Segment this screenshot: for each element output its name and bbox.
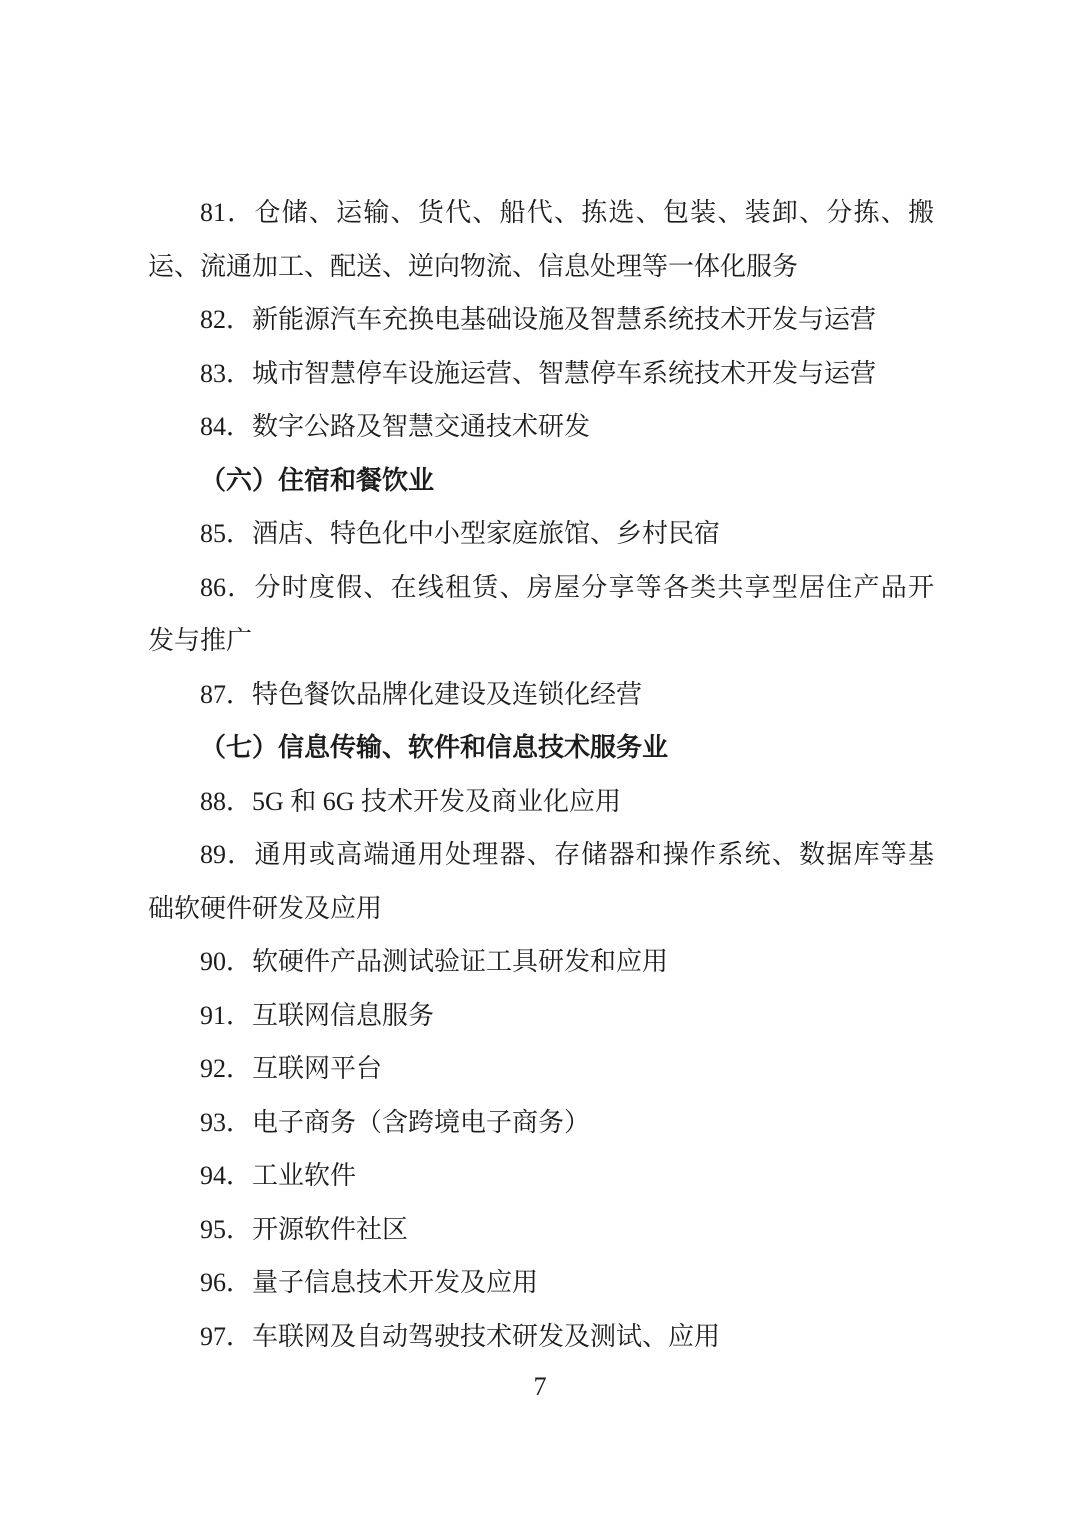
document-line: 90．软硬件产品测试验证工具研发和应用 (200, 947, 669, 976)
document-line: 94．工业软件 (200, 1161, 357, 1190)
document-line: 84．数字公路及智慧交通技术研发 (200, 412, 591, 441)
document-body (148, 186, 934, 1363)
document-line: 81．仓储、运输、货代、船代、拣选、包装、装卸、分拣、搬 (200, 198, 934, 227)
document-line: 85．酒店、特色化中小型家庭旅馆、乡村民宿 (200, 519, 721, 548)
document-line: 发与推广 (148, 626, 253, 655)
document-line: 97．车联网及自动驾驶技术研发及测试、应用 (200, 1321, 721, 1351)
document-line: 92．互联网平台 (200, 1054, 383, 1083)
document-line: 93．电子商务（含跨境电子商务） (200, 1107, 591, 1137)
document-line: 89．通用或高端通用处理器、存储器和操作系统、数据库等基 (200, 840, 934, 869)
page-footer (0, 1360, 1080, 1414)
document-line: 88．5G 和 6G 技术开发及商业化应用 (200, 786, 622, 816)
document-line: 96．量子信息技术开发及应用 (200, 1268, 539, 1297)
document-line: 83．城市智慧停车设施运营、智慧停车系统技术开发与运营 (200, 358, 877, 388)
document-line: （六）住宿和餐饮业 (200, 465, 435, 495)
document-line: 运、流通加工、配送、逆向物流、信息处理等一体化服务 (148, 251, 799, 281)
page-number: 7 (533, 1372, 547, 1401)
document-line: 91．互联网信息服务 (200, 1000, 435, 1030)
document-line: 95．开源软件社区 (200, 1214, 409, 1244)
document-line: 86．分时度假、在线租赁、房屋分享等各类共享型居住产品开 (200, 572, 934, 602)
document-line: （七）信息传输、软件和信息技术服务业 (200, 733, 669, 762)
document-line: 87．特色餐饮品牌化建设及连锁化经营 (200, 679, 643, 709)
document-line: 础软硬件研发及应用 (148, 893, 383, 923)
document-line: 82．新能源汽车充换电基础设施及智慧系统技术开发与运营 (200, 305, 877, 334)
